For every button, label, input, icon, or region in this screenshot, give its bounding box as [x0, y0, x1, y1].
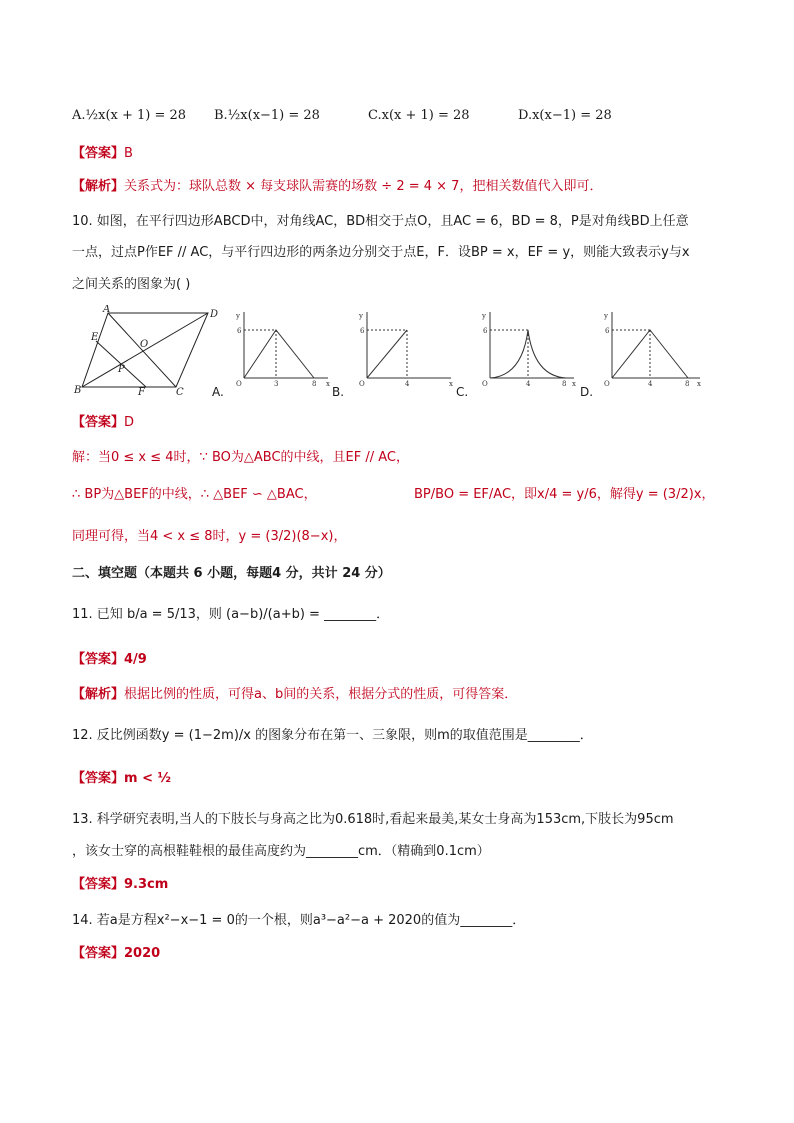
label-o: O	[140, 339, 149, 350]
section-title: 二、填空题（本题共 6 小题，每题4 分，共计 24 分）	[72, 566, 391, 581]
q12-answer: 【答案】m < ½	[72, 771, 171, 786]
svg-text:4: 4	[405, 380, 410, 388]
label-b: B	[74, 385, 82, 395]
svg-text:y: y	[604, 312, 608, 320]
svg-text:6: 6	[360, 327, 365, 335]
label-c: C	[176, 387, 184, 395]
q10-solution-3: 同理可得，当4 < x ≤ 8时，y = (3/2)(8−x)，	[72, 529, 347, 544]
svg-text:6: 6	[605, 327, 610, 335]
svg-text:O: O	[359, 380, 365, 388]
svg-text:O: O	[604, 380, 610, 388]
q9-option-a: A.½x(x + 1) = 28	[72, 108, 187, 123]
svg-text:y: y	[359, 312, 363, 320]
svg-text:x: x	[326, 380, 330, 388]
graph-a	[232, 308, 332, 388]
graph-d-label: D.	[580, 385, 594, 399]
q9-option-b: B.½x(x−1) = 28	[214, 108, 320, 123]
svg-text:x: x	[572, 380, 576, 388]
svg-text:3: 3	[274, 380, 279, 388]
svg-text:6: 6	[483, 327, 488, 335]
graph-a-label: A.	[212, 385, 224, 399]
parallelogram-figure	[70, 305, 220, 395]
svg-text:y: y	[482, 312, 486, 320]
svg-text:8: 8	[312, 380, 317, 388]
q14-text: 14. 若a是方程x²−x−1 = 0的一个根，则a³−a²−a + 2020的值为________．	[72, 913, 526, 928]
label-d: D	[210, 309, 219, 320]
graph-b	[355, 308, 455, 388]
q9-answer: 【答案】B	[72, 146, 133, 161]
svg-text:8: 8	[562, 380, 567, 388]
svg-text:4: 4	[648, 380, 653, 388]
svg-text:x: x	[449, 380, 453, 388]
svg-text:O: O	[236, 380, 242, 388]
q13-line1: 13. 科学研究表明,当人的下肢长与身高之比为0.618时,看起来最美,某女士身高为153cm,下肢长为95cm	[72, 812, 674, 827]
q14-answer: 【答案】2020	[72, 946, 161, 961]
svg-text:6: 6	[237, 327, 242, 335]
q9-analysis: 【解析】关系式为：球队总数 × 每支球队需赛的场数 ÷ 2 = 4 × 7，把相关数值代入即可．	[72, 179, 603, 194]
q11-answer: 【答案】4/9	[72, 652, 147, 667]
svg-text:4: 4	[526, 380, 531, 388]
svg-text:y: y	[236, 312, 240, 320]
q10-solution-2a: ∴ BP为△BEF的中线，∴ △BEF ∽ △BAC，	[72, 487, 317, 502]
q9-option-d: D.x(x−1) = 28	[518, 108, 612, 123]
q10-line2: 一点，过点P作EF // AC，与平行四边形的两条边分别交于点E，F．设BP = x，EF = y，则能大致表示y与x	[72, 245, 690, 260]
graph-c-label: C.	[456, 385, 469, 399]
label-a: A	[103, 305, 111, 315]
q10-line3: 之间关系的图象为( )	[72, 277, 191, 292]
q13-answer: 【答案】9.3cm	[72, 877, 169, 892]
q13-line2: ，该女士穿的高根鞋鞋根的最佳高度约为________cm．（精确到0.1cm）	[72, 844, 490, 859]
label-e: E	[91, 332, 99, 343]
q10-line1: 10. 如图，在平行四边形ABCD中，对角线AC，BD相交于点O，且AC = 6，BD = 8，P是对角线BD上任意	[72, 214, 689, 229]
q10-solution-1: 解：当0 ≤ x ≤ 4时，∵ BO为△ABC的中线，且EF // AC，	[72, 450, 409, 465]
label-p: P	[118, 364, 125, 375]
label-f: F	[138, 387, 145, 395]
q10-answer: 【答案】D	[72, 415, 135, 430]
graph-c	[478, 308, 578, 388]
graph-d	[600, 308, 704, 388]
q11-analysis: 【解析】根据比例的性质，可得a、b间的关系，根据分式的性质，可得答案．	[72, 687, 518, 702]
graph-b-label: B.	[332, 385, 345, 399]
svg-text:x: x	[697, 380, 701, 388]
svg-text:8: 8	[685, 380, 690, 388]
q12-text: 12. 反比例函数y = (1−2m)/x 的图象分布在第一、三象限，则m的取值范围是________．	[72, 728, 593, 743]
q9-option-c: C.x(x + 1) = 28	[368, 108, 470, 123]
q10-solution-2b: BP/BO = EF/AC，即x/4 = y/6，解得y = (3/2)x，	[414, 487, 715, 502]
q11-text: 11. 已知 b/a = 5/13，则 (a−b)/(a+b) = ________．	[72, 607, 390, 622]
svg-text:O: O	[482, 380, 488, 388]
